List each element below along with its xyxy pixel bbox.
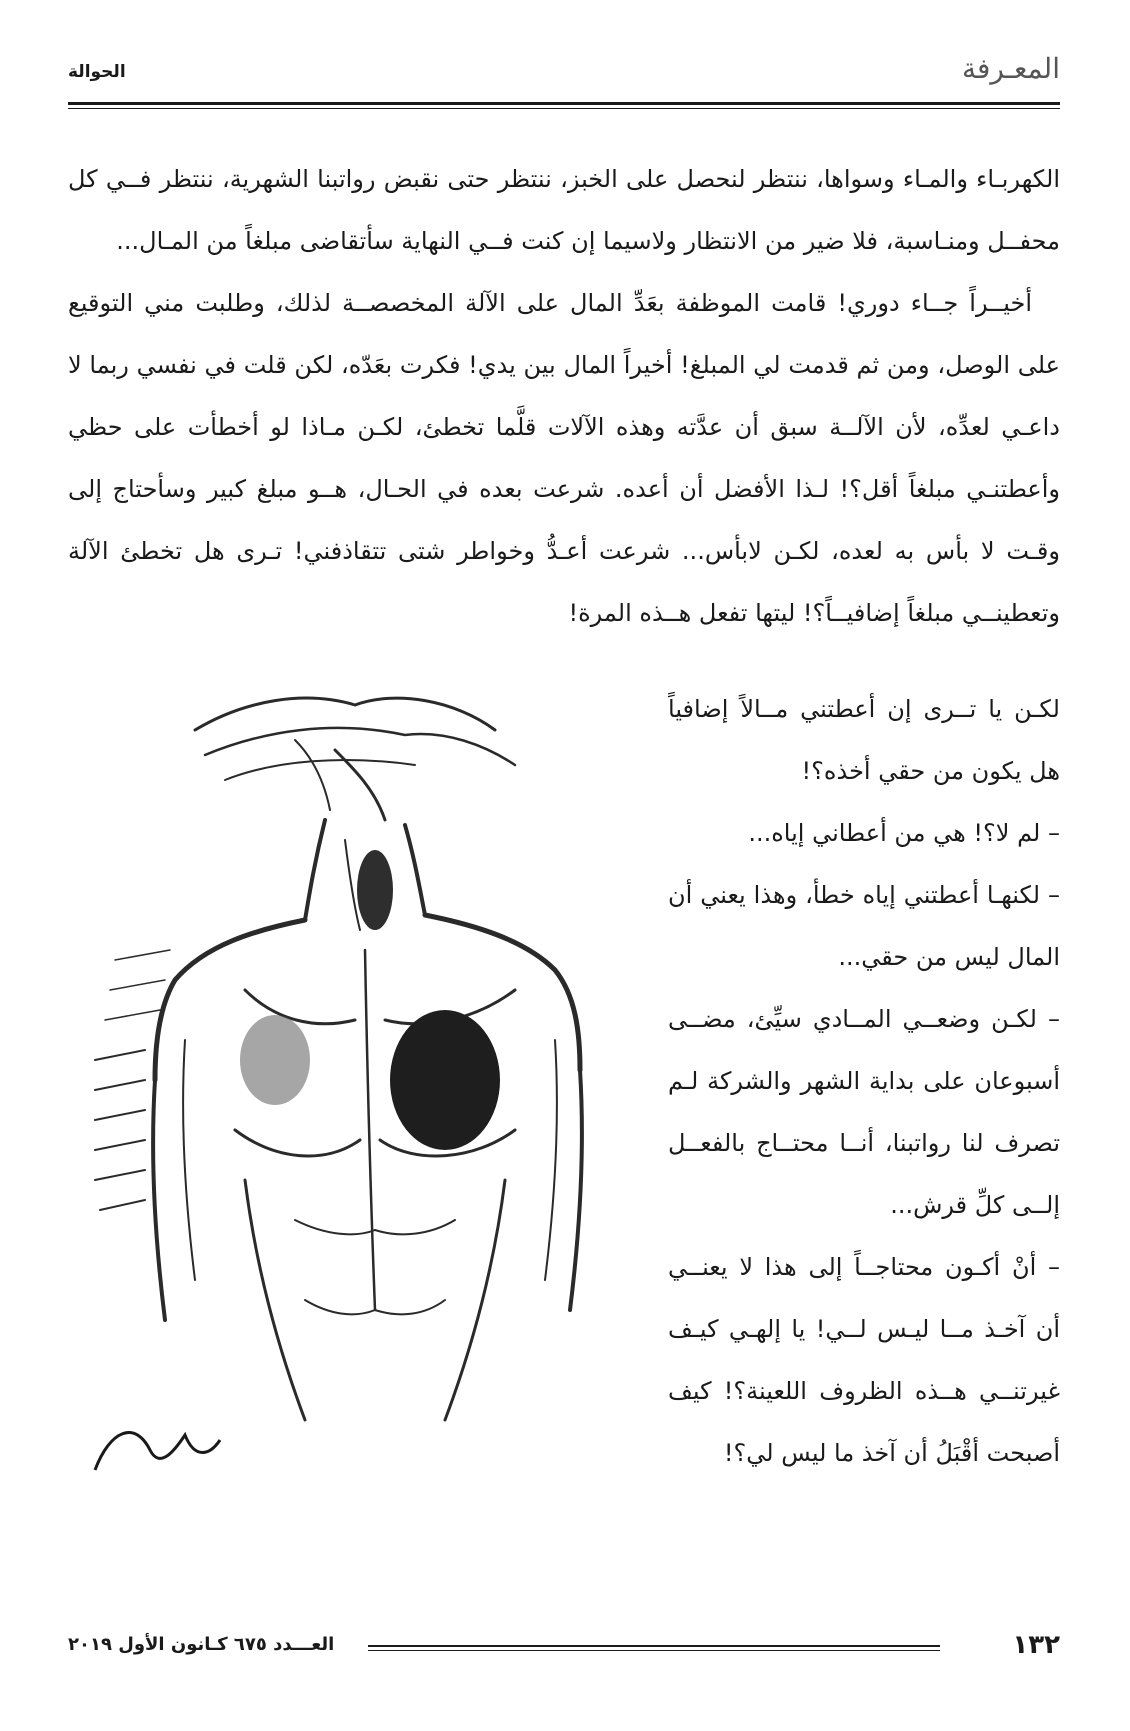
torso-sketch-svg bbox=[75, 660, 675, 1580]
footer-rule-thick bbox=[368, 1645, 940, 1647]
section-title: الحوالة bbox=[68, 62, 126, 82]
footer-rule-thin bbox=[368, 1650, 940, 1651]
paragraph-2: أخيــراً جــاء دوري! قامت الموظفة بعَدِّ المال على الآلة المخصصــة لذلك، وطلبت مني التوقيع على الوصل، ومن ثم قدمت لي المبلغ! أخيراً المال بين يدي! فكرت بعَدّه، لكن قلت في نفسي ربما لا داعـي لعدِّه، لأن الآلــة سبق أن عدَّته وهذه الآلات قلَّما تخطئ، لكـن مـاذا لو أخطأت على حظي وأعطتنـي مبلغاً أقل؟! لـذا الأفضل أن أعده. شرعت بعده في الحـال، هــو مبلغ كبير وسأحتاج إلى وقـت لا بأس به لعده، لكـن لابأس... شرعت أعـدُّ وخواطر شتى تتقاذفني! تـرى هل تخطئ الآلة وتعطينــي مبلغاً إضافيــاً؟! ليتها تفعل هــذه المرة! bbox=[68, 289, 1060, 627]
page-footer bbox=[68, 1630, 1060, 1670]
dialogue-line-1: لكـن يا تــرى إن أعطتني مــالاً إضافياً هل يكون من حقي أخذه؟! bbox=[668, 695, 1060, 785]
issue-info: العـــدد ٦٧٥ كـانون الأول ٢٠١٩ bbox=[68, 1634, 335, 1655]
dialogue-column bbox=[668, 678, 1060, 1484]
page-header bbox=[68, 50, 1060, 100]
torso-sketch-illustration bbox=[75, 660, 675, 1580]
dialogue-line-5: – أنْ أكـون محتاجــاً إلى هذا لا يعنــي أن آخـذ مــا ليـس لــي! يا إلهـي كيـف غيرتنــي هــذه الظروف اللعينة؟! كيف أصبحت أقْبَلُ أن آخذ ما ليس لي؟! bbox=[668, 1253, 1060, 1467]
dialogue-line-3: – لكنهـا أعطتني إياه خطأ، وهذا يعني أن المال ليس من حقي... bbox=[668, 881, 1060, 971]
header-rule-thin bbox=[68, 108, 1060, 109]
dialogue-line-4: – لكـن وضعــي المــادي سيِّئ، مضــى أسبوعان على بداية الشهر والشركة لـم تصرف لنا رواتبنا، أنــا محتــاج بالفعــل إلــى كلِّ قرش... bbox=[668, 1005, 1060, 1219]
header-rule-thick bbox=[68, 102, 1060, 105]
magazine-logo: المعـرفة bbox=[961, 52, 1060, 85]
dialogue-line-2: – لم لا؟! هي من أعطاني إياه... bbox=[748, 819, 1060, 847]
article-body bbox=[68, 148, 1060, 644]
paragraph-1: الكهربـاء والمـاء وسواها، ننتظر لنحصل على الخبز، ننتظر حتى نقبض رواتبنا الشهرية، ننتظر فــي كل محفــل ومنـاسبة، فلا ضير من الانتظار ولاسيما إن كنت فــي النهاية سأتقاضى مبلغاً من المـال... bbox=[68, 165, 1060, 255]
page-number: ١٣٢ bbox=[1012, 1630, 1060, 1660]
signature-text: هيثم bbox=[109, 1493, 135, 1509]
